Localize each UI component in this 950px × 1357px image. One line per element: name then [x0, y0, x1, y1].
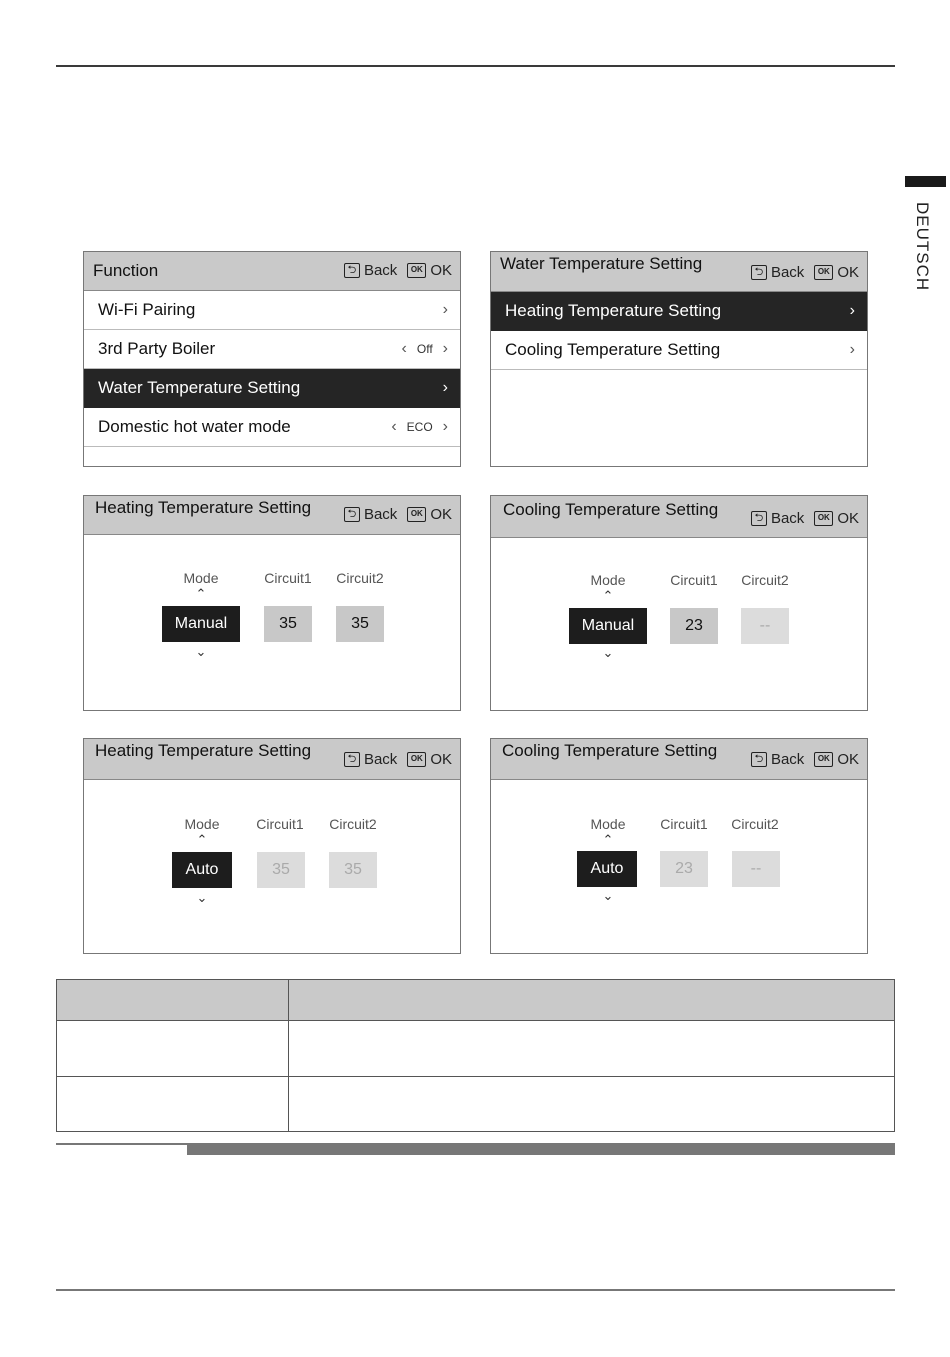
menu-item-water-temperature-setting[interactable]	[84, 369, 460, 408]
cooling-manual-screen	[490, 495, 868, 711]
chevron-right-icon[interactable]: ›	[442, 340, 448, 357]
back-label[interactable]: Back	[770, 751, 805, 768]
mode-value[interactable]: Auto	[577, 851, 637, 887]
chevron-left-icon[interactable]: ‹	[391, 418, 397, 435]
table-cell	[289, 1077, 895, 1132]
chevron-down-icon[interactable]: ⌄	[602, 888, 614, 903]
circuit1-value: 35	[257, 852, 305, 888]
screen-header	[491, 739, 867, 780]
mode-label: Mode	[183, 570, 219, 586]
circuit2-value[interactable]: 35	[336, 606, 384, 642]
screen-title: Cooling Temperature Setting	[502, 741, 718, 760]
option-selector[interactable]	[402, 340, 448, 358]
ok-icon[interactable]: OK	[407, 752, 426, 767]
table-row	[57, 1021, 895, 1077]
cooling-auto-screen	[490, 738, 868, 954]
option-value: ECO	[406, 420, 433, 434]
circuit1-value[interactable]: 23	[670, 608, 718, 644]
language-tab-label: DEUTSCH	[913, 202, 932, 292]
menu-item-3rd-party-boiler[interactable]	[84, 330, 460, 369]
chevron-up-icon[interactable]: ⌃	[195, 586, 207, 601]
circuit2-label: Circuit2	[336, 570, 384, 586]
mode-label: Mode	[590, 816, 626, 832]
screen-header	[84, 739, 460, 780]
screen-header	[491, 252, 867, 292]
menu-item-label: Cooling Temperature Setting	[505, 340, 721, 359]
section-rule-bar	[187, 1143, 895, 1155]
ok-icon[interactable]: OK	[407, 507, 426, 522]
table-cell	[289, 1021, 895, 1077]
screen-header	[84, 496, 460, 535]
circuit1-label: Circuit1	[660, 816, 708, 832]
screen-title: Heating Temperature Setting	[95, 498, 312, 517]
chevron-right-icon: ›	[442, 379, 448, 396]
table-header-row	[57, 980, 895, 1021]
menu-item-domestic-hot-water-mode[interactable]	[84, 408, 460, 447]
ok-label[interactable]: OK	[837, 751, 859, 768]
menu-item-label: Wi-Fi Pairing	[98, 300, 196, 319]
mode-value[interactable]: Manual	[569, 608, 647, 644]
circuit2-label: Circuit2	[329, 816, 377, 832]
chevron-right-icon: ›	[849, 302, 855, 319]
option-selector[interactable]	[391, 418, 448, 436]
heating-manual-screen	[83, 495, 461, 711]
table-cell	[57, 1077, 289, 1132]
heating-auto-screen	[83, 738, 461, 954]
water-temperature-screen	[490, 251, 868, 467]
circuit1-value[interactable]: 35	[264, 606, 312, 642]
screen-title: Function	[93, 261, 159, 280]
circuit1-label: Circuit1	[256, 816, 304, 832]
mode-value[interactable]: Manual	[162, 606, 240, 642]
screen-header	[84, 252, 460, 291]
back-icon[interactable]: ⮌	[344, 752, 360, 767]
ok-icon[interactable]: OK	[407, 263, 426, 278]
mode-value[interactable]: Auto	[172, 852, 232, 888]
menu-item-label: Heating Temperature Setting	[505, 301, 722, 320]
chevron-right-icon: ›	[442, 301, 448, 318]
menu-item-label: 3rd Party Boiler	[98, 339, 216, 358]
circuit1-value: 23	[660, 851, 708, 887]
back-label[interactable]: Back	[363, 262, 398, 279]
section-rule-thin	[56, 1143, 187, 1145]
ok-icon[interactable]: OK	[814, 511, 833, 526]
mode-label: Mode	[184, 816, 220, 832]
menu-item-heating-temperature-setting[interactable]	[491, 292, 867, 331]
ok-icon[interactable]: OK	[814, 752, 833, 767]
menu-item-label: Domestic hot water mode	[98, 417, 291, 436]
chevron-left-icon[interactable]: ‹	[401, 340, 407, 357]
option-value: Off	[416, 342, 433, 356]
chevron-right-icon[interactable]: ›	[442, 418, 448, 435]
back-icon[interactable]: ⮌	[344, 507, 360, 522]
description-table	[56, 979, 895, 1132]
back-label[interactable]: Back	[770, 264, 805, 281]
screen-title: Heating Temperature Setting	[95, 741, 312, 760]
table-header-cell	[57, 980, 289, 1021]
top-rule	[56, 65, 895, 67]
chevron-up-icon[interactable]: ⌃	[196, 832, 208, 847]
table-row	[57, 1077, 895, 1132]
circuit2-value: --	[732, 851, 780, 887]
back-label[interactable]: Back	[363, 751, 398, 768]
language-tab-marker	[905, 176, 946, 187]
function-screen	[83, 251, 461, 467]
bottom-rule	[56, 1289, 895, 1291]
circuit1-label: Circuit1	[264, 570, 312, 586]
ok-label[interactable]: OK	[837, 510, 859, 527]
circuit1-label: Circuit1	[670, 572, 718, 588]
chevron-down-icon[interactable]: ⌄	[196, 890, 208, 905]
chevron-down-icon[interactable]: ⌄	[602, 645, 614, 660]
back-icon[interactable]: ⮌	[751, 511, 767, 526]
ok-label[interactable]: OK	[430, 262, 452, 279]
back-label[interactable]: Back	[363, 506, 398, 523]
ok-label[interactable]: OK	[430, 751, 452, 768]
menu-item-label: Water Temperature Setting	[98, 378, 301, 397]
menu-item-wifi-pairing[interactable]	[84, 291, 460, 330]
screen-title: Cooling Temperature Setting	[503, 500, 719, 519]
screen-title: Water Temperature Setting	[500, 254, 703, 273]
table-cell	[57, 1021, 289, 1077]
menu-item-cooling-temperature-setting[interactable]	[491, 331, 867, 370]
chevron-up-icon[interactable]: ⌃	[602, 832, 614, 847]
circuit2-label: Circuit2	[731, 816, 779, 832]
screen-header	[491, 496, 867, 538]
back-icon[interactable]: ⮌	[751, 752, 767, 767]
ok-label[interactable]: OK	[430, 506, 452, 523]
circuit2-value: 35	[329, 852, 377, 888]
circuit2-label: Circuit2	[741, 572, 789, 588]
chevron-down-icon[interactable]: ⌄	[195, 644, 207, 659]
ok-label[interactable]: OK	[837, 264, 859, 281]
circuit2-value: --	[741, 608, 789, 644]
back-icon[interactable]: ⮌	[344, 263, 360, 278]
back-label[interactable]: Back	[770, 510, 805, 527]
chevron-right-icon: ›	[849, 341, 855, 358]
chevron-up-icon[interactable]: ⌃	[602, 588, 614, 603]
back-icon[interactable]: ⮌	[751, 265, 767, 280]
table-header-cell	[289, 980, 895, 1021]
ok-icon[interactable]: OK	[814, 265, 833, 280]
mode-label: Mode	[590, 572, 626, 588]
